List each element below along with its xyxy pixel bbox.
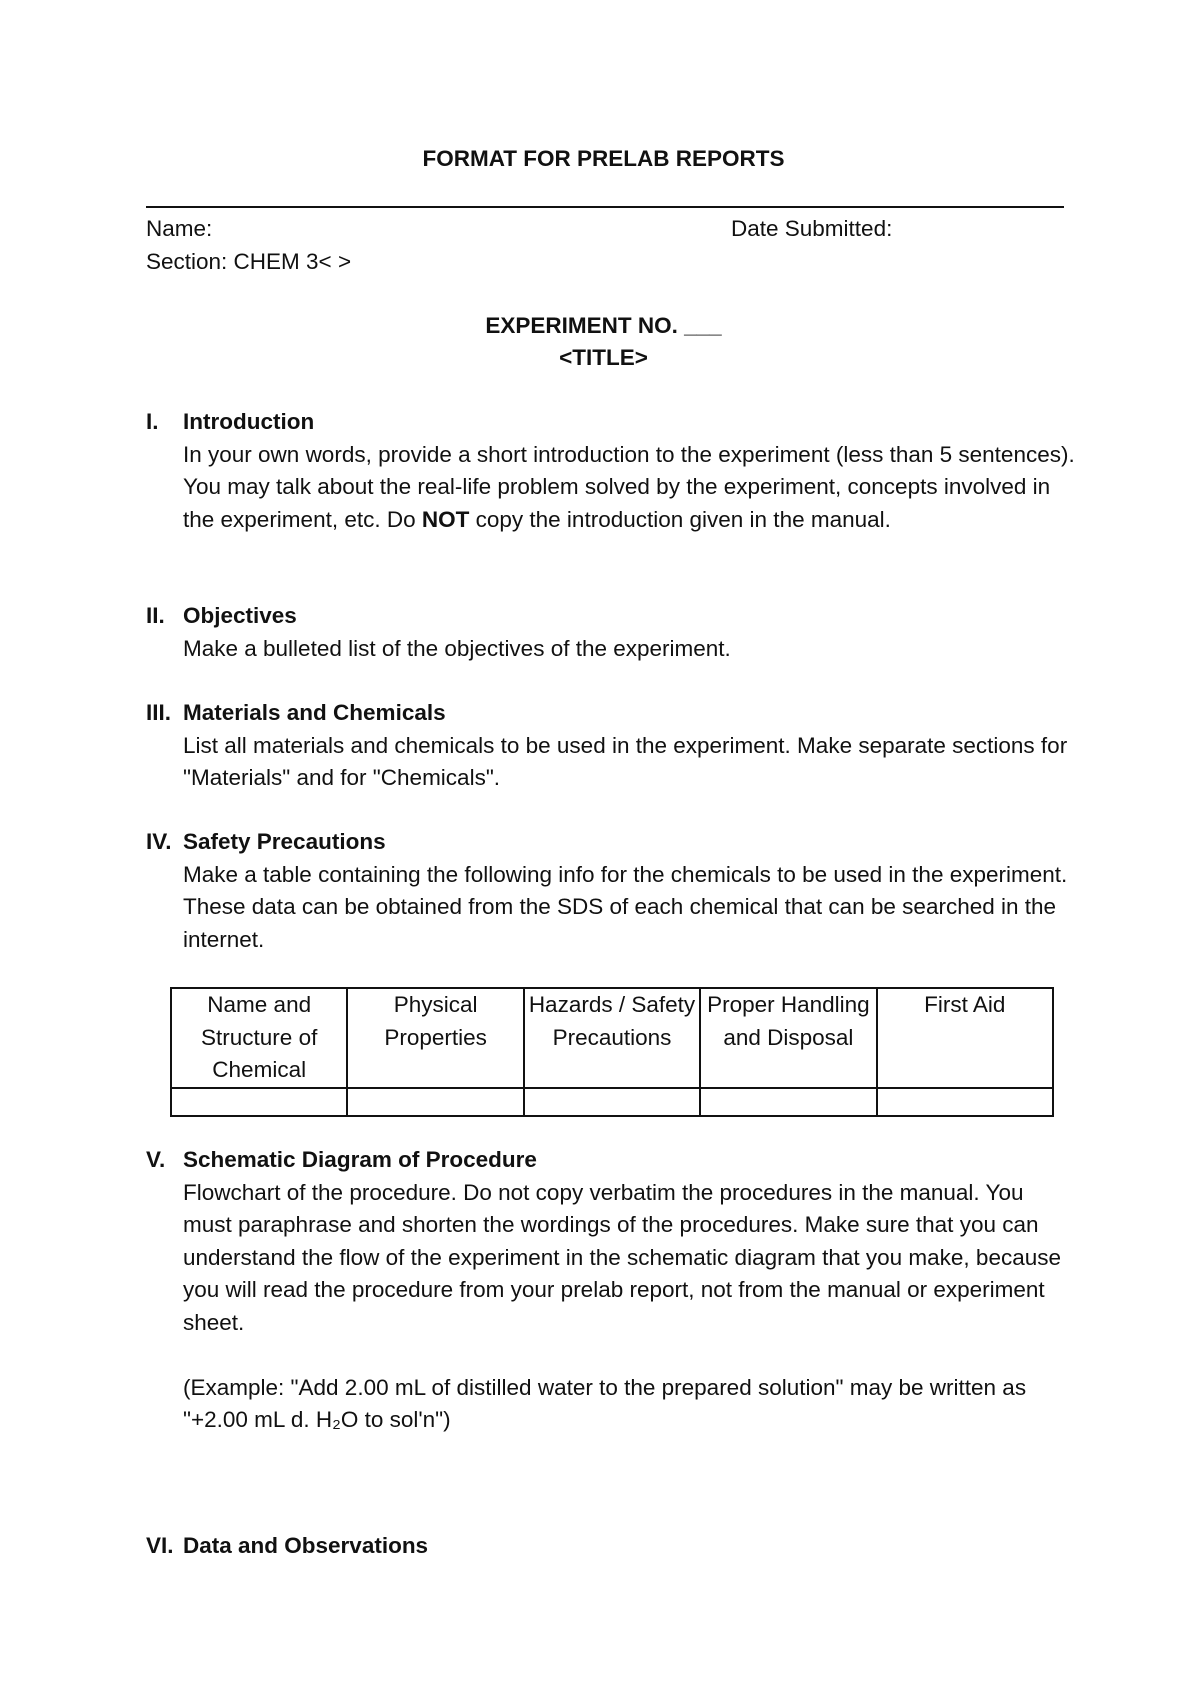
section-heading: Schematic Diagram of Procedure bbox=[183, 1147, 537, 1172]
section-heading: Safety Precautions bbox=[183, 829, 386, 854]
document-title: FORMAT FOR PRELAB REPORTS bbox=[422, 146, 785, 171]
section-objectives bbox=[146, 600, 1076, 665]
section-body bbox=[183, 439, 1076, 537]
section-number: V. bbox=[146, 1147, 166, 1172]
section-introduction bbox=[146, 406, 1076, 536]
section-number: I. bbox=[146, 409, 159, 434]
section-heading: Objectives bbox=[183, 603, 297, 628]
section-heading: Materials and Chemicals bbox=[183, 700, 446, 725]
intro-text-start: In your own words, provide a short introduction to the experiment (less than 5 sentences). You may talk about the real-life problem solved by the experiment, concepts involved in the experiment, etc. Do bbox=[183, 441, 1075, 532]
name-label: Name: bbox=[146, 216, 213, 241]
section-body: Make a table containing the following info for the chemicals to be used in the experiment. These data can be obtained from the SDS of each chemical that can be searched in the internet. bbox=[183, 861, 1068, 952]
table-cell bbox=[524, 1088, 700, 1116]
header-divider bbox=[146, 206, 1064, 208]
section-number: III. bbox=[146, 700, 172, 725]
experiment-title: <TITLE> bbox=[559, 345, 648, 370]
section-number: IV. bbox=[146, 829, 172, 854]
table-cell bbox=[171, 1088, 347, 1116]
section-number: II. bbox=[146, 603, 165, 628]
experiment-number: EXPERIMENT NO. ___ bbox=[485, 313, 722, 338]
safety-table bbox=[170, 987, 1054, 1117]
table-cell bbox=[347, 1088, 523, 1116]
intro-text-end: copy the introduction given in the manual. bbox=[469, 506, 891, 532]
schematic-example: (Example: "Add 2.00 mL of distilled water to the prepared solution" may be written as "+2.00 mL d. H₂O to sol'n") bbox=[183, 1374, 1027, 1432]
section-heading: Introduction bbox=[183, 409, 315, 434]
section-body: Make a bulleted list of the objectives of the experiment. bbox=[183, 635, 731, 661]
column-header-first-aid: First Aid bbox=[877, 988, 1053, 1088]
section-materials bbox=[146, 697, 1076, 795]
intro-text-emphasis: NOT bbox=[421, 506, 470, 532]
section-label: Section: CHEM 3< > bbox=[146, 249, 352, 274]
section-safety bbox=[146, 826, 1076, 956]
section-body bbox=[183, 1177, 1076, 1437]
schematic-instructions: Flowchart of the procedure. Do not copy verbatim the procedures in the manual. You must paraphrase and shorten the wordings of the procedures. Make sure that you can understand the flow of the experiment in the schematic diagram that you make, because you will read the procedure from your prelab report, not from the manual or experiment sheet. bbox=[183, 1179, 1061, 1335]
section-body: List all materials and chemicals to be used in the experiment. Make separate sections for "Materials" and for "Chemicals". bbox=[183, 732, 1068, 790]
section-heading: Data and Observations bbox=[183, 1533, 429, 1558]
section-number: VI. bbox=[146, 1533, 174, 1558]
date-submitted-label: Date Submitted: bbox=[731, 216, 893, 241]
section-data-observations bbox=[146, 1530, 1076, 1563]
table-row bbox=[171, 1088, 1053, 1116]
table-header-row bbox=[171, 988, 1053, 1088]
column-header-name-structure: Name and Structure of Chemical bbox=[171, 988, 347, 1088]
column-header-hazards: Hazards / Safety Precautions bbox=[524, 988, 700, 1088]
column-header-handling-disposal: Proper Handling and Disposal bbox=[700, 988, 876, 1088]
section-schematic bbox=[146, 1144, 1076, 1437]
table-cell bbox=[877, 1088, 1053, 1116]
column-header-physical-properties: Physical Properties bbox=[347, 988, 523, 1088]
table-cell bbox=[700, 1088, 876, 1116]
